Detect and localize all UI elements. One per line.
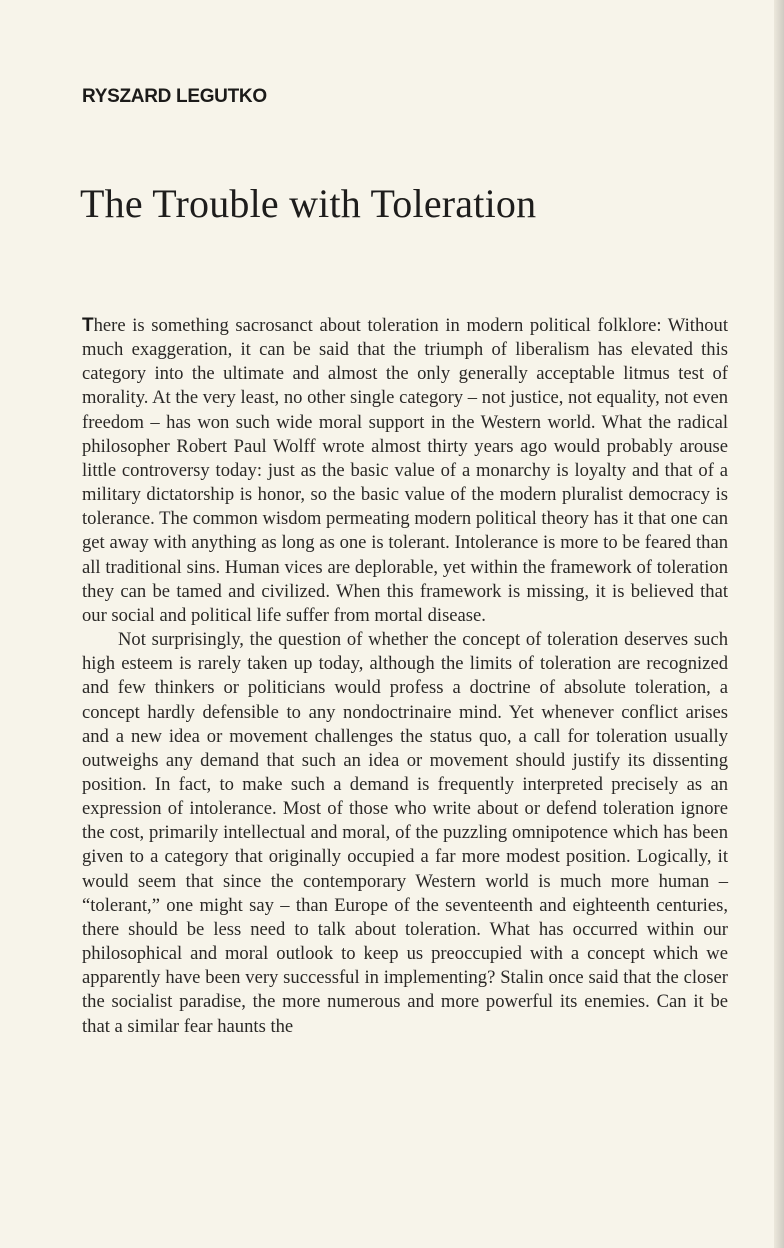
article-title: The Trouble with Toleration xyxy=(80,181,537,226)
paragraph-1 xyxy=(82,314,728,628)
paragraph-1-text: here is something sacrosanct about toleration in modern political folklore: Without much exaggeration, it can be said that the triumph of liberalism has elevated this category into the ultimate and almost the only generally acceptable litmus test of morality. At the very least, no other single category – not justice, not equality, not even freedom – has won such wide moral support in the Western world. What the radical philosopher Robert Paul Wolff wrote almost thirty years ago would probably arouse little controversy today: just as the basic value of a monarchy is loyalty and that of a military dictatorship is honor, so the basic value of the modern pluralist democracy is tolerance. The common wisdom permeating modern political theory has it that one can get away with anything as long as one is tolerant. Intolerance is more to be feared than all traditional sins. Human vices are deplorable, yet within the framework of toleration they can be tamed and civilized. When this framework is missing, it is believed that our social and political life suffer from mortal disease. xyxy=(82,315,728,626)
article-body xyxy=(82,314,728,1039)
drop-cap: T xyxy=(82,315,94,336)
page-edge-shadow xyxy=(774,0,784,1248)
author-name: RYSZARD LEGUTKO xyxy=(82,86,267,107)
paragraph-2: Not surprisingly, the question of whether the concept of toleration deserves such high esteem is rarely taken up today, although the limits of toleration are recognized and few thinkers or politicians would profess a doctrine of absolute toleration, a concept hardly defensible to any nondoctrinaire mind. Yet whenever conflict arises and a new idea or movement challenges the status quo, a call for toleration usually outweighs any demand that such an idea or movement should justify its dissenting position. In fact, to make such a demand is frequently interpreted precisely as an expression of intolerance. Most of those who write about or defend toleration ignore the cost, primarily intellectual and moral, of the puzzling omnipotence which has been given to a category that originally occupied a far more modest position. Logically, it would seem that since the contemporary Western world is much more human – “tolerant,” one might say – than Europe of the seventeenth and eighteenth centuries, there should be less need to talk about toleration. What has occurred within our philosophical and moral outlook to keep us preoccupied with a concept which we apparently have been very successful in implementing? Stalin once said that the closer the socialist paradise, the more numerous and more powerful its enemies. Can it be that a similar fear haunts the xyxy=(82,629,728,1037)
